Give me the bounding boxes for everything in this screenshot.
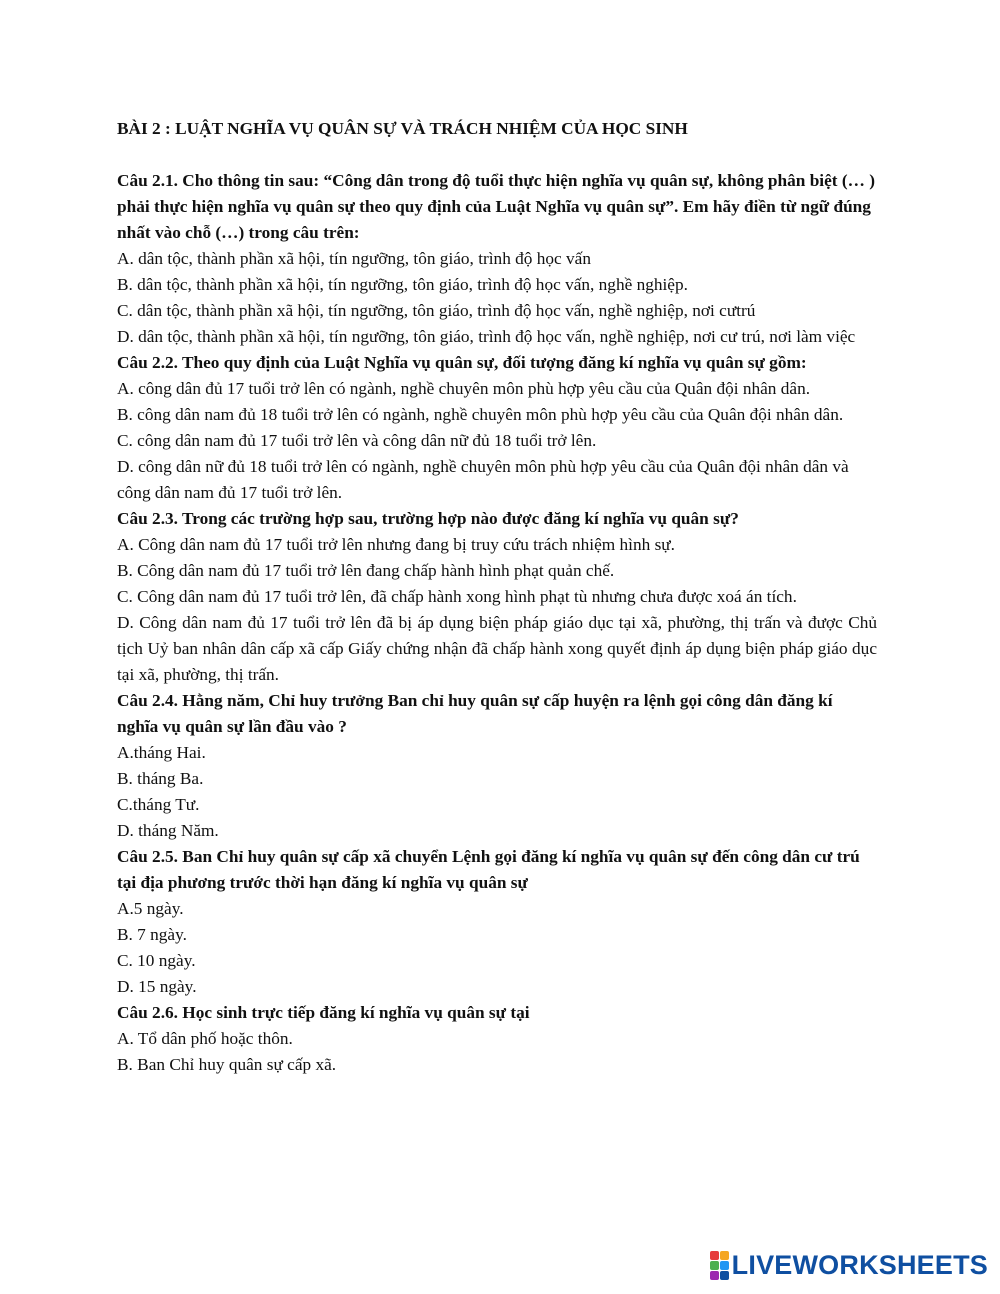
- option-b: B. tháng Ba.: [117, 769, 204, 788]
- lesson-title: BÀI 2 : LUẬT NGHĨA VỤ QUÂN SỰ VÀ TRÁCH NHIỆM CỦA HỌC SINH: [117, 119, 688, 138]
- option-a: A. dân tộc, thành phần xã hội, tín ngưỡng, tôn giáo, trình độ học vấn: [117, 249, 591, 268]
- option-b: B. 7 ngày.: [117, 925, 187, 944]
- option-d: D. Công dân nam đủ 17 tuổi trở lên đã bị áp dụng biện pháp giáo dục tại xã, phường, thị trấn và được Chủ tịch Uỷ ban nhân dân cấp xã cấp Giấy chứng nhận đã chấp hành xong quyết định áp dụng biện pháp giáo dục tại xã, phường, thị trấn.: [117, 613, 877, 684]
- option-d: D. dân tộc, thành phần xã hội, tín ngưỡng, tôn giáo, trình độ học vấn, nghề nghiệp, nơi cư trú, nơi làm việc: [117, 327, 856, 346]
- option-c: C. Công dân nam đủ 17 tuổi trở lên, đã chấp hành xong hình phạt tù nhưng chưa được xoá án tích.: [117, 587, 797, 606]
- question-text: Câu 2.4. Hằng năm, Chỉ huy trưởng Ban chỉ huy quân sự cấp huyện ra lệnh gọi công dân đăng kí nghĩa vụ quân sự lần đầu vào ?: [117, 691, 833, 736]
- option-c: C.tháng Tư.: [117, 795, 200, 814]
- question-text: Câu 2.1. Cho thông tin sau: “Công dân trong độ tuổi thực hiện nghĩa vụ quân sự, không phân biệt (… ) phải thực hiện nghĩa vụ quân sự theo quy định của Luật Nghĩa vụ quân sự”. Em hãy điền từ ngữ đúng nhất vào chỗ (…) trong câu trên:: [117, 171, 875, 242]
- question-2-2: [117, 350, 883, 506]
- option-b: B. Ban Chỉ huy quân sự cấp xã.: [117, 1055, 337, 1074]
- question-text: Câu 2.2. Theo quy định của Luật Nghĩa vụ quân sự, đối tượng đăng kí nghĩa vụ quân sự gồm:: [117, 353, 807, 372]
- option-c: C. 10 ngày.: [117, 951, 196, 970]
- logo-grid-icon: [710, 1251, 729, 1280]
- question-2-6: [117, 1000, 883, 1078]
- option-d: D. 15 ngày.: [117, 977, 197, 996]
- option-c: C. dân tộc, thành phần xã hội, tín ngưỡng, tôn giáo, trình độ học vấn, nghề nghiệp, nơi cưtrú: [117, 301, 756, 320]
- logo-text: LIVEWORKSHEETS: [731, 1250, 988, 1280]
- option-b: B. công dân nam đủ 18 tuổi trở lên có ngành, nghề chuyên môn phù hợp yêu cầu của Quân đội nhân dân.: [117, 405, 844, 424]
- question-text: Câu 2.5. Ban Chỉ huy quân sự cấp xã chuyển Lệnh gọi đăng kí nghĩa vụ quân sự đến công dân cư trú tại địa phương trước thời hạn đăng kí nghĩa vụ quân sự: [117, 847, 860, 892]
- question-2-3: [117, 506, 883, 688]
- worksheet-page: [117, 116, 883, 1078]
- liveworksheets-logo[interactable]: [710, 1250, 988, 1280]
- option-a: A.tháng Hai.: [117, 743, 206, 762]
- option-b: B. dân tộc, thành phần xã hội, tín ngưỡng, tôn giáo, trình độ học vấn, nghề nghiệp.: [117, 275, 688, 294]
- option-a: A. Tổ dân phố hoặc thôn.: [117, 1029, 293, 1048]
- question-text: Câu 2.6. Học sinh trực tiếp đăng kí nghĩa vụ quân sự tại: [117, 1003, 530, 1022]
- question-2-4: [117, 688, 883, 844]
- question-text: Câu 2.3. Trong các trường hợp sau, trường hợp nào được đăng kí nghĩa vụ quân sự?: [117, 509, 739, 528]
- option-c: C. công dân nam đủ 17 tuổi trở lên và công dân nữ đủ 18 tuổi trở lên.: [117, 431, 597, 450]
- question-2-1: [117, 168, 883, 350]
- option-d: D. tháng Năm.: [117, 821, 219, 840]
- option-a: A. Công dân nam đủ 17 tuổi trở lên nhưng đang bị truy cứu trách nhiệm hình sự.: [117, 535, 675, 554]
- question-2-5: [117, 844, 883, 1000]
- option-b: B. Công dân nam đủ 17 tuổi trở lên đang chấp hành hình phạt quản chế.: [117, 561, 615, 580]
- option-d: D. công dân nữ đủ 18 tuổi trở lên có ngành, nghề chuyên môn phù hợp yêu cầu của Quân đội nhân dân và công dân nam đủ 17 tuổi trở lên.: [117, 457, 849, 502]
- option-a: A.5 ngày.: [117, 899, 184, 918]
- option-a: A. công dân đủ 17 tuổi trở lên có ngành, nghề chuyên môn phù hợp yêu cầu của Quân đội nhân dân.: [117, 379, 811, 398]
